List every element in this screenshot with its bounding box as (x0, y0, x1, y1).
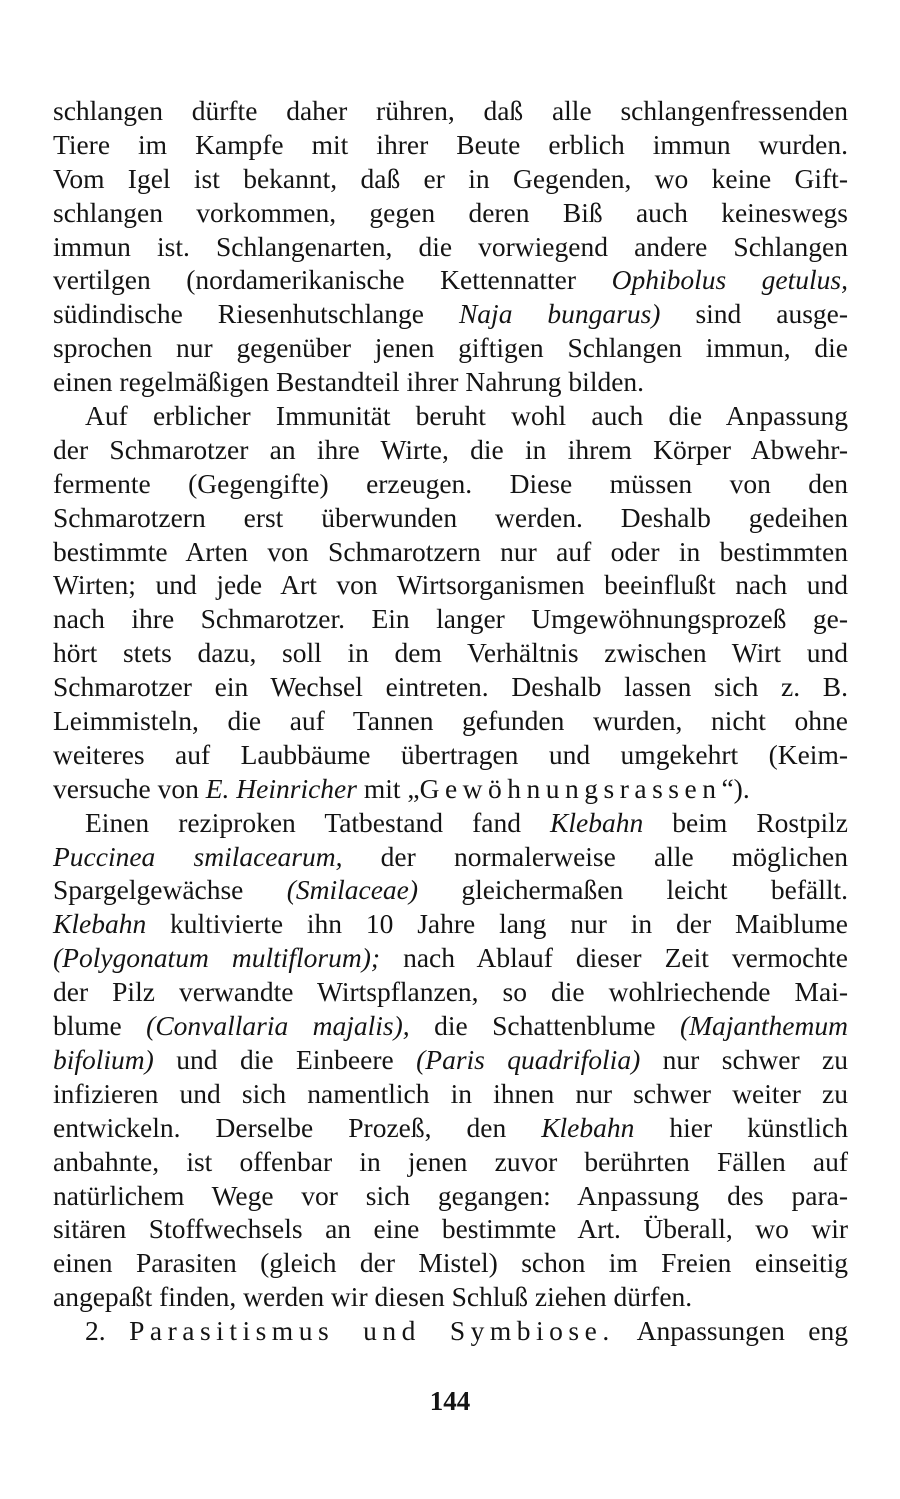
text-segment: nach ihre Schmarotzer. Ein langer Umgewöhnungsprozeß ge- (53, 603, 848, 635)
text-segment: nach Ablauf dieser Zeit vermochte (380, 942, 848, 974)
text-line (53, 1246, 848, 1280)
italic-text: (Smilaceae) (286, 874, 419, 906)
text-segment: Tiere im Kampfe mit ihrer Beute erblich immun wurden. (53, 128, 848, 160)
italic-text: Naja bungarus) (458, 298, 661, 330)
text-segment: und die Einbeere (153, 1043, 417, 1075)
text-line (53, 1212, 848, 1246)
text-segment: bestimmte Arten von Schmarotzern nur auf oder in bestimmten (53, 535, 848, 567)
text-segment: einen regelmäßigen Bestandteil ihrer Nahrung bilden. (53, 366, 645, 398)
text-segment: natürlichem Wege vor sich gegangen: Anpassung des para- (53, 1179, 848, 1211)
text-segment: der normalerweise alle möglichen (342, 840, 849, 872)
text-segment: südindische Riesenhutschlange (53, 298, 459, 330)
text-line (53, 1280, 848, 1314)
text-segment: die Schattenblume (409, 1010, 680, 1042)
text-segment: vertilgen (nordamerikanische Kettennatter (53, 264, 612, 296)
italic-text: bifolium) (53, 1043, 154, 1075)
text-segment: sitären Stoffwechsels an eine bestimmte Art. Überall, wo wir (53, 1213, 848, 1245)
text-segment: blume (53, 1010, 147, 1042)
text-segment: einen Parasiten (gleich der Mistel) schon im Freien einseitig (53, 1247, 848, 1279)
text-segment: hört stets dazu, soll in dem Verhältnis zwischen Wirt und (53, 637, 848, 669)
text-line (53, 840, 848, 874)
text-line (53, 263, 848, 297)
text-line (53, 501, 848, 535)
text-line (53, 128, 848, 162)
page-number: 144 (429, 1386, 471, 1416)
text-segment: Schmarotzern erst überwunden werden. Deshalb gedeihen (53, 501, 848, 533)
text-line (53, 162, 848, 196)
text-segment: schlangen dürfte daher rühren, daß alle schlangenfressenden (53, 95, 848, 126)
text-segment: kultivierte ihn 10 Jahre lang nur in der Maiblume (146, 908, 848, 940)
text-segment: beim Rostpilz (643, 806, 848, 838)
text-line (53, 636, 848, 670)
spaced-text: Parasitismus und Symbiose. (129, 1315, 615, 1347)
text-segment: sind ausge- (660, 298, 849, 330)
text-line (53, 975, 848, 1009)
text-line (53, 941, 848, 975)
italic-text: Klebahn (541, 1111, 635, 1143)
text-line (53, 1179, 848, 1213)
italic-text: Puccinea smilacearum, (53, 840, 343, 872)
text-segment: 2. (85, 1315, 130, 1347)
italic-text: Klebahn (550, 806, 644, 838)
text-segment: “). (721, 772, 750, 804)
text-line (53, 772, 848, 806)
text-segment: immun ist. Schlangenarten, die vorwiegend andere Schlangen (53, 230, 848, 262)
text-line (53, 196, 848, 230)
text-segment: Schmarotzer ein Wechsel eintreten. Deshalb lassen sich z. B. (53, 671, 848, 703)
text-line (53, 433, 848, 467)
text-segment: infizieren und sich namentlich in ihnen nur schwer weiter zu (53, 1077, 848, 1109)
text-line (53, 907, 848, 941)
text-segment: Anpassungen eng (614, 1315, 849, 1347)
text-line (53, 806, 848, 840)
text-segment: angepaßt finden, werden wir diesen Schluß ziehen dürfen. (53, 1281, 693, 1313)
text-segment: der Pilz verwandte Wirtspflanzen, so die wohlriechende Mai- (53, 976, 848, 1008)
text-line (53, 331, 848, 365)
text-segment: Wirten; und jede Art von Wirtsorganismen beeinflußt nach und (53, 569, 848, 601)
text-segment: versuche von (53, 772, 206, 804)
text-segment: gleichermaßen leicht befällt. (418, 874, 848, 906)
italic-text: (Paris quadrifolia) (416, 1043, 641, 1075)
text-line (53, 568, 848, 602)
text-line (53, 738, 848, 772)
italic-text: Klebahn (53, 908, 147, 940)
text-line (53, 1314, 848, 1348)
text-line (53, 94, 848, 128)
text-segment: entwickeln. Derselbe Prozeß, den (53, 1111, 542, 1143)
text-line (53, 297, 848, 331)
body-text (53, 94, 848, 1348)
italic-text: (Convallaria majalis), (146, 1010, 410, 1042)
text-line (53, 1043, 848, 1077)
text-segment: nur schwer zu (640, 1043, 849, 1075)
text-segment: Einen reziproken Tatbestand fand (85, 806, 551, 838)
text-segment: hier künstlich (634, 1111, 848, 1143)
text-line (53, 365, 848, 399)
spaced-text: Gewöhnungsrassen (419, 772, 722, 804)
italic-text: (Majanthemum (679, 1010, 848, 1042)
text-line (53, 399, 848, 433)
italic-text: E. Heinricher (205, 772, 357, 804)
text-line (53, 230, 848, 264)
text-segment: anbahnte, ist offenbar in jenen zuvor berührten Fällen auf (53, 1145, 848, 1177)
text-segment: mit „ (356, 772, 420, 804)
text-line (53, 1111, 848, 1145)
italic-text: (Polygonatum multiflorum); (53, 942, 381, 974)
text-line (53, 1009, 848, 1043)
text-segment: Vom Igel ist bekannt, daß er in Gegenden, wo keine Gift- (53, 162, 848, 194)
text-segment: Leimmisteln, die auf Tannen gefunden wurden, nicht ohne (53, 705, 848, 737)
text-line (53, 1077, 848, 1111)
text-segment: weiteres auf Laubbäume übertragen und umgekehrt (Keim- (53, 738, 848, 770)
text-line (53, 602, 848, 636)
text-segment: der Schmarotzer an ihre Wirte, die in ihrem Körper Abwehr- (53, 433, 848, 465)
text-line (53, 670, 848, 704)
text-line (53, 704, 848, 738)
text-segment: fermente (Gegengifte) erzeugen. Diese müssen von den (53, 467, 848, 499)
text-line (53, 535, 848, 569)
italic-text: Ophibolus getulus, (611, 264, 848, 296)
text-line (53, 873, 848, 907)
text-line (53, 467, 848, 501)
text-segment: schlangen vorkommen, gegen deren Biß auch keineswegs (53, 196, 848, 228)
text-line (53, 1145, 848, 1179)
text-segment: Spargelgewächse (53, 874, 287, 906)
text-segment: sprochen nur gegenüber jenen giftigen Schlangen immun, die (53, 332, 848, 364)
text-segment: Auf erblicher Immunität beruht wohl auch die Anpassung (85, 400, 848, 432)
